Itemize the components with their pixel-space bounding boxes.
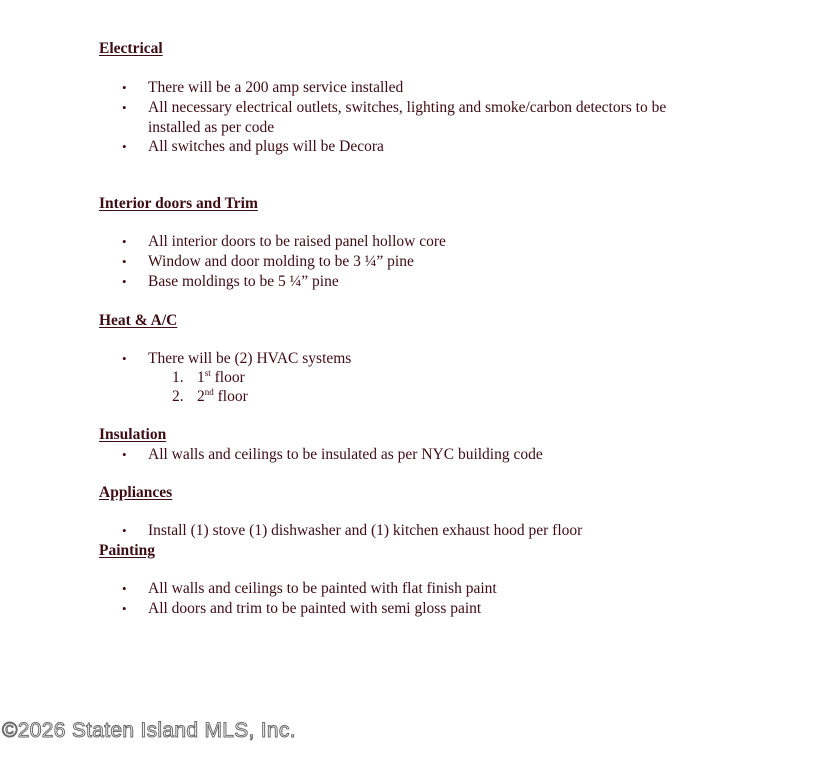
bullet-icon: • <box>122 581 127 596</box>
section-heading-appliances: Appliances <box>99 484 173 501</box>
section-heading-interior: Interior doors and Trim <box>99 195 258 212</box>
list-item: • Install (1) stove (1) dishwasher and (1) kitchen exhaust hood per floor <box>122 522 583 539</box>
bullet-icon: • <box>122 80 127 95</box>
bullet-icon: • <box>122 351 127 366</box>
copyright-watermark: ©2026 Staten Island MLS, Inc. <box>2 719 296 742</box>
list-item: • Window and door molding to be 3 ¼” pine <box>122 253 414 270</box>
section-heading-electrical: Electrical <box>99 40 163 57</box>
bullet-icon: • <box>122 274 127 289</box>
bullet-icon: • <box>122 100 127 115</box>
bullet-icon: • <box>122 523 127 538</box>
bullet-icon: • <box>122 234 127 249</box>
list-item: • All necessary electrical outlets, switches, lighting and smoke/carbon detectors to be installed as per code <box>122 99 667 136</box>
numbered-subitem: 1. 1st floor <box>172 368 245 386</box>
section-heading-insulation: Insulation <box>99 426 167 443</box>
bullet-icon: • <box>122 139 127 154</box>
bullet-icon: • <box>122 601 127 616</box>
bullet-icon: • <box>122 254 127 269</box>
list-item: • Base moldings to be 5 ¼” pine <box>122 273 339 290</box>
list-item: • All walls and ceilings to be insulated as per NYC building code <box>122 446 543 463</box>
list-item: • All interior doors to be raised panel hollow core <box>122 233 446 250</box>
section-heading-painting: Painting <box>99 542 155 559</box>
numbered-subitem: 2. 2nd floor <box>172 387 248 405</box>
list-item: • There will be (2) HVAC systems <box>122 350 352 367</box>
list-item: • All switches and plugs will be Decora <box>122 138 384 155</box>
list-item: • All doors and trim to be painted with semi gloss paint <box>122 600 482 617</box>
list-item: • There will be a 200 amp service installed <box>122 79 404 96</box>
bullet-icon: • <box>122 447 127 462</box>
list-item: • All walls and ceilings to be painted with flat finish paint <box>122 580 497 597</box>
section-heading-heat: Heat & A/C <box>99 312 178 329</box>
